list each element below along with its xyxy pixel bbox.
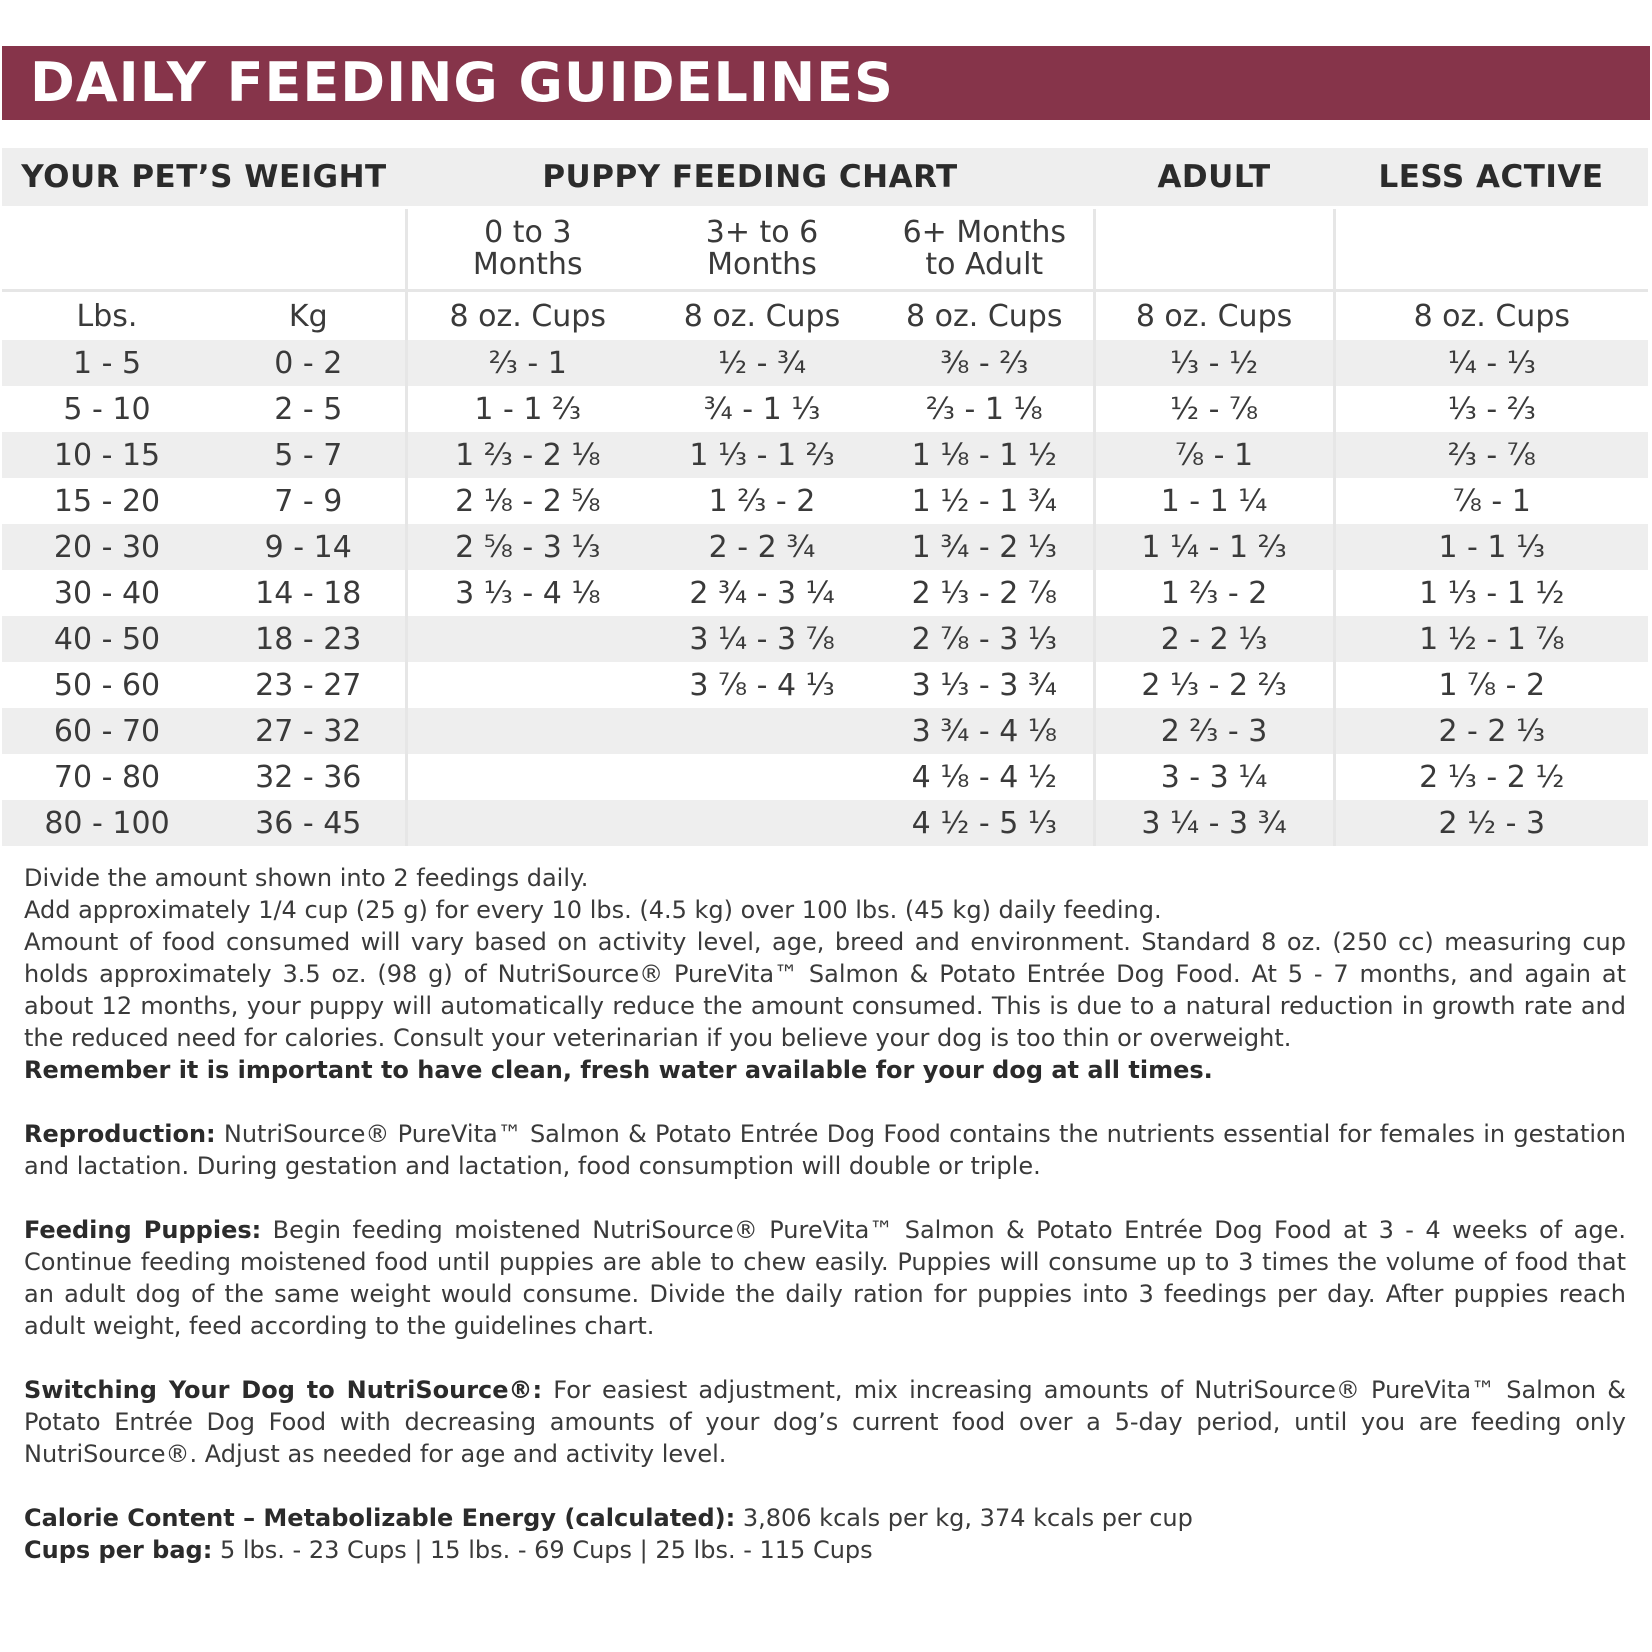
- puppy-0-3-cups-cell: 3 ⅓ - 4 ⅛: [406, 570, 648, 616]
- weight-lbs-cell: 60 - 70: [2, 708, 212, 754]
- puppy-3-6-cups-cell: ½ - ¾: [648, 340, 876, 386]
- less-active-cups-cell: 1 ⅞ - 2: [1334, 662, 1648, 708]
- switching-section: [24, 1374, 1626, 1470]
- stage-header-row: [2, 208, 1648, 291]
- weight-kg-cell: 0 - 2: [212, 340, 406, 386]
- puppy-header: PUPPY FEEDING CHART: [406, 148, 1094, 208]
- stage-line: Months: [472, 247, 583, 282]
- feeding-puppies-text: Begin feeding moistened NutriSource® PureVita™ Salmon & Potato Entrée Dog Food at 3 - 4 weeks of age. Continue feeding moistened food until puppies are able to chew easily. Puppies will consume up to 3 times the volume of food that an adult dog of the same weight would consume. Divide the daily ration for puppies into 3 feedings per day. After puppies reach adult weight, feed according to the guidelines chart.: [24, 1216, 1626, 1340]
- puppy-3-6-cups-cell: 1 ⅓ - 1 ⅔: [648, 432, 876, 478]
- less-active-cups-cell: ¼ - ⅓: [1334, 340, 1648, 386]
- table-row: [2, 800, 1648, 846]
- puppy-0-3-cups-cell: [406, 616, 648, 662]
- group-header-row: [2, 148, 1648, 208]
- adult-cups-cell: 2 ⅓ - 2 ⅔: [1094, 662, 1334, 708]
- adult-cups-cell: 1 - 1 ¼: [1094, 478, 1334, 524]
- table-row: [2, 570, 1648, 616]
- weight-lbs-cell: 5 - 10: [2, 386, 212, 432]
- unit-kg: Kg: [288, 298, 328, 334]
- table-row: [2, 524, 1648, 570]
- unit-cups: 8 oz. Cups: [1094, 291, 1334, 341]
- puppy-6-adult-cups-cell: ⅔ - 1 ⅛: [876, 386, 1094, 432]
- table-row: [2, 662, 1648, 708]
- weight-lbs-cell: 1 - 5: [2, 340, 212, 386]
- weight-lbs-cell: 10 - 15: [2, 432, 212, 478]
- adult-cups-cell: 3 - 3 ¼: [1094, 754, 1334, 800]
- adult-cups-cell: ½ - ⅞: [1094, 386, 1334, 432]
- weight-kg-cell: 2 - 5: [212, 386, 406, 432]
- puppy-6-adult-cups-cell: 1 ¾ - 2 ⅓: [876, 524, 1094, 570]
- weight-kg-cell: 5 - 7: [212, 432, 406, 478]
- puppy-0-3-cups-cell: 1 - 1 ⅔: [406, 386, 648, 432]
- feeding-notes: [24, 862, 1626, 1566]
- weight-kg-cell: 36 - 45: [212, 800, 406, 846]
- puppy-6-adult-cups-cell: ⅜ - ⅔: [876, 340, 1094, 386]
- weight-lbs-cell: 80 - 100: [2, 800, 212, 846]
- table-body: [2, 340, 1648, 846]
- adult-cups-cell: 1 ⅔ - 2: [1094, 570, 1334, 616]
- puppy-3-6-cups-cell: [648, 754, 876, 800]
- puppy-6-adult-cups-cell: 3 ⅓ - 3 ¾: [876, 662, 1094, 708]
- weight-kg-cell: 23 - 27: [212, 662, 406, 708]
- puppy-3-6-cups-cell: 2 - 2 ¾: [648, 524, 876, 570]
- less-active-cups-cell: 1 ½ - 1 ⅞: [1334, 616, 1648, 662]
- cups-per-bag: [24, 1534, 1626, 1566]
- puppy-6-adult-cups-cell: 4 ½ - 5 ⅓: [876, 800, 1094, 846]
- feeding-table: [2, 148, 1648, 846]
- puppy-0-3-cups-cell: 2 ⅝ - 3 ⅓: [406, 524, 648, 570]
- table-row: [2, 386, 1648, 432]
- unit-header-row: [2, 291, 1648, 341]
- puppy-3-6-cups-cell: 2 ¾ - 3 ¼: [648, 570, 876, 616]
- puppy-6-adult-cups-cell: 1 ½ - 1 ¾: [876, 478, 1094, 524]
- adult-header: ADULT: [1094, 148, 1334, 208]
- title-banner: [2, 46, 1650, 120]
- puppy-3-6-cups-cell: ¾ - 1 ⅓: [648, 386, 876, 432]
- puppy-0-3-cups-cell: ⅔ - 1: [406, 340, 648, 386]
- switching-text: For easiest adjustment, mix increasing amounts of NutriSource® PureVita™ Salmon & Potato Entrée Dog Food with decreasing amounts of your dog’s current food over a 5-day period, until you are feeding only NutriSource®. Adjust as needed for age and activity level.: [24, 1376, 1626, 1468]
- unit-cups: 8 oz. Cups: [906, 298, 1063, 334]
- reproduction-text: NutriSource® PureVita™ Salmon & Potato Entrée Dog Food contains the nutrients essential for females in gestation and lactation. During gestation and lactation, food consumption will double or triple.: [24, 1120, 1626, 1180]
- stage-line: 0 to 3: [484, 215, 572, 250]
- less-active-cups-cell: 2 ⅓ - 2 ½: [1334, 754, 1648, 800]
- stage-6-adult: [876, 208, 1094, 291]
- puppy-0-3-cups-cell: 2 ⅛ - 2 ⅝: [406, 478, 648, 524]
- less-active-cups-cell: 1 - 1 ⅓: [1334, 524, 1648, 570]
- puppy-3-6-cups-cell: 3 ⅞ - 4 ⅓: [648, 662, 876, 708]
- adult-cups-cell: ⅞ - 1: [1094, 432, 1334, 478]
- less-active-header: LESS ACTIVE: [1334, 148, 1648, 208]
- stage-line: 6+ Months: [902, 215, 1066, 250]
- note-paragraph: Amount of food consumed will vary based on activity level, age, breed and environment. Standard 8 oz. (250 cc) measuring cup holds approximately 3.5 oz. (98 g) of NutriSource® PureVita™ Salmon & Potato Entrée Dog Food. At 5 - 7 months, and again at about 12 months, your puppy will automatically reduce the amount consumed. This is due to a natural reduction in growth rate and the reduced need for calories. Consult your veterinarian if you believe your dog is too thin or overweight.: [24, 928, 1626, 1052]
- puppy-3-6-cups-cell: 3 ¼ - 3 ⅞: [648, 616, 876, 662]
- reproduction-section: [24, 1118, 1626, 1182]
- water-reminder-text: Remember it is important to have clean, fresh water available for your dog at all times.: [24, 1056, 1213, 1084]
- stage-3-6-months: [648, 208, 876, 291]
- table-row: [2, 616, 1648, 662]
- puppy-3-6-cups-cell: 1 ⅔ - 2: [648, 478, 876, 524]
- calorie-value: 3,806 kcals per kg, 374 kcals per cup: [742, 1504, 1193, 1532]
- weight-lbs-cell: 70 - 80: [2, 754, 212, 800]
- puppy-0-3-cups-cell: [406, 708, 648, 754]
- stage-line: Months: [707, 247, 817, 282]
- weight-kg-cell: 9 - 14: [212, 524, 406, 570]
- weight-lbs-cell: 15 - 20: [2, 478, 212, 524]
- table-row: [2, 754, 1648, 800]
- weight-header: YOUR PET’S WEIGHT: [2, 148, 406, 208]
- feeding-puppies-section: [24, 1214, 1626, 1342]
- calorie-content: [24, 1502, 1626, 1534]
- weight-lbs-cell: 30 - 40: [2, 570, 212, 616]
- adult-cups-cell: 2 - 2 ⅓: [1094, 616, 1334, 662]
- puppy-0-3-cups-cell: 1 ⅔ - 2 ⅛: [406, 432, 648, 478]
- puppy-0-3-cups-cell: [406, 754, 648, 800]
- weight-kg-cell: 32 - 36: [212, 754, 406, 800]
- puppy-6-adult-cups-cell: 2 ⅞ - 3 ⅓: [876, 616, 1094, 662]
- stage-adult-blank: [1094, 208, 1334, 291]
- calorie-label: Calorie Content – Metabolizable Energy (calculated):: [24, 1504, 736, 1532]
- table-row: [2, 478, 1648, 524]
- weight-kg-cell: 14 - 18: [212, 570, 406, 616]
- weight-kg-cell: 7 - 9: [212, 478, 406, 524]
- puppy-6-adult-cups-cell: 1 ⅛ - 1 ½: [876, 432, 1094, 478]
- stage-less-active-blank: [1334, 208, 1648, 291]
- adult-cups-cell: 1 ¼ - 1 ⅔: [1094, 524, 1334, 570]
- unit-cups: 8 oz. Cups: [1334, 291, 1648, 341]
- table-row: [2, 708, 1648, 754]
- switching-label: Switching Your Dog to NutriSource®:: [24, 1376, 543, 1404]
- cups-per-bag-value: 5 lbs. - 23 Cups | 15 lbs. - 69 Cups | 25 lbs. - 115 Cups: [219, 1536, 873, 1564]
- unit-lbs: Lbs.: [76, 298, 138, 334]
- less-active-cups-cell: ⅞ - 1: [1334, 478, 1648, 524]
- stage-line: to Adult: [925, 247, 1044, 282]
- puppy-6-adult-cups-cell: 3 ¾ - 4 ⅛: [876, 708, 1094, 754]
- puppy-0-3-cups-cell: [406, 800, 648, 846]
- less-active-cups-cell: ⅔ - ⅞: [1334, 432, 1648, 478]
- stage-line: 3+ to 6: [705, 215, 819, 250]
- page-title: DAILY FEEDING GUIDELINES: [30, 51, 894, 114]
- weight-lbs-cell: 50 - 60: [2, 662, 212, 708]
- puppy-6-adult-cups-cell: 4 ⅛ - 4 ½: [876, 754, 1094, 800]
- stage-0-3-months: [406, 208, 648, 291]
- note-line: Divide the amount shown into 2 feedings daily.: [24, 864, 589, 892]
- table-row: [2, 432, 1648, 478]
- unit-cups: 8 oz. Cups: [683, 298, 841, 334]
- adult-cups-cell: 2 ⅔ - 3: [1094, 708, 1334, 754]
- weight-lbs-cell: 20 - 30: [2, 524, 212, 570]
- unit-cups: 8 oz. Cups: [406, 291, 648, 341]
- less-active-cups-cell: 2 ½ - 3: [1334, 800, 1648, 846]
- stage-blank-cell: [2, 208, 406, 291]
- adult-cups-cell: 3 ¼ - 3 ¾: [1094, 800, 1334, 846]
- feeding-puppies-label: Feeding Puppies:: [24, 1216, 262, 1244]
- less-active-cups-cell: 2 - 2 ⅓: [1334, 708, 1648, 754]
- water-reminder: [24, 1054, 1626, 1086]
- table-row: [2, 340, 1648, 386]
- weight-lbs-cell: 40 - 50: [2, 616, 212, 662]
- less-active-cups-cell: ⅓ - ⅔: [1334, 386, 1648, 432]
- cups-per-bag-label: Cups per bag:: [24, 1536, 213, 1564]
- adult-cups-cell: ⅓ - ½: [1094, 340, 1334, 386]
- puppy-0-3-cups-cell: [406, 662, 648, 708]
- weight-kg-cell: 18 - 23: [212, 616, 406, 662]
- less-active-cups-cell: 1 ⅓ - 1 ½: [1334, 570, 1648, 616]
- puppy-3-6-cups-cell: [648, 708, 876, 754]
- note-line: Add approximately 1/4 cup (25 g) for every 10 lbs. (4.5 kg) over 100 lbs. (45 kg) daily feeding.: [24, 896, 1162, 924]
- puppy-3-6-cups-cell: [648, 800, 876, 846]
- reproduction-label: Reproduction:: [24, 1120, 216, 1148]
- weight-kg-cell: 27 - 32: [212, 708, 406, 754]
- puppy-6-adult-cups-cell: 2 ⅓ - 2 ⅞: [876, 570, 1094, 616]
